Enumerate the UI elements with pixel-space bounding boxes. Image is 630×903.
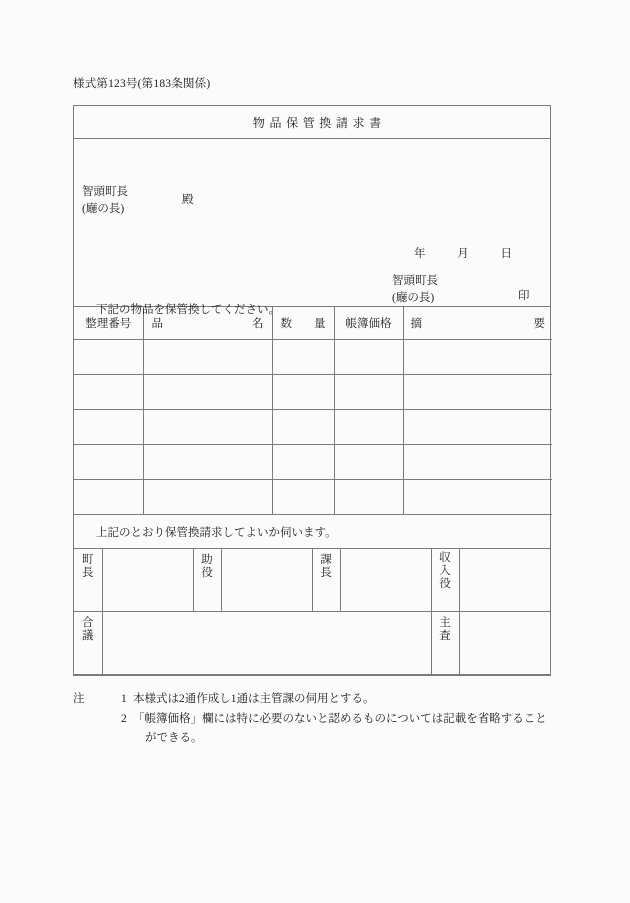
form-title-band [74, 106, 550, 139]
approval-table [74, 549, 550, 676]
cell-seiri-bango[interactable] [74, 374, 143, 409]
approval-label-kacho [312, 549, 340, 612]
cell-suryo[interactable] [272, 479, 334, 514]
table-row [74, 444, 552, 479]
table-row [74, 479, 552, 514]
approval-label-shusa [431, 612, 459, 675]
table-row [74, 339, 552, 374]
note-number: 2 [121, 712, 127, 725]
cell-hinmei[interactable] [143, 374, 272, 409]
date-year-label: 年 [414, 248, 426, 260]
signer-block [392, 273, 438, 307]
page-title: 物品保管換請求書 [252, 115, 386, 130]
date-line [414, 245, 512, 261]
approval-seal-box-gogi[interactable] [102, 612, 431, 675]
confirmation-band [74, 515, 550, 549]
form-frame [73, 105, 551, 676]
note-item [73, 710, 563, 730]
cell-seiri-bango[interactable] [74, 409, 143, 444]
cell-suryo[interactable] [272, 444, 334, 479]
cell-suryo[interactable] [272, 409, 334, 444]
cell-tekiyo[interactable] [403, 374, 552, 409]
label-char: 合 [82, 617, 94, 629]
approval-label-gogi [74, 612, 102, 675]
cell-chobo-kakaku[interactable] [334, 339, 403, 374]
label-char: 議 [82, 630, 94, 642]
label-char: 主 [439, 617, 451, 629]
label-char: 長 [82, 566, 94, 579]
column-header-text: 整理番号 [85, 317, 132, 330]
column-header-text-left: 品 [151, 317, 163, 330]
addressee-band [74, 139, 550, 316]
form-number-label: 様式第123号(第183条関係) [73, 78, 211, 90]
label-char: 入 [439, 564, 451, 577]
cell-hinmei[interactable] [143, 444, 272, 479]
addressee-honorific: 殿 [182, 194, 194, 206]
approval-row-secondary [74, 612, 550, 675]
approval-seal-box-shunyuyaku[interactable] [459, 549, 550, 612]
column-header-chobo-kakaku [334, 307, 403, 339]
cell-tekiyo[interactable] [403, 409, 552, 444]
cell-suryo[interactable] [272, 374, 334, 409]
seal-icon: 印 [518, 290, 530, 302]
label-char: 町 [82, 553, 94, 566]
cell-chobo-kakaku[interactable] [334, 409, 403, 444]
label-char: 助 [201, 553, 213, 566]
signer-line-2: (廰の長) [392, 292, 435, 304]
note-text: 本様式は2通作成し1通は主管課の伺用とする。 [133, 693, 375, 705]
approval-label-shunyuyaku [431, 549, 459, 612]
footer-notes [73, 690, 563, 749]
signer-line-1: 智頭町長 [392, 275, 438, 287]
cell-seiri-bango[interactable] [74, 444, 143, 479]
label-char: 役 [439, 577, 451, 590]
addressee-line-2: (廰の長) [82, 203, 125, 215]
note-text-continuation: ができる。 [145, 732, 203, 744]
cell-chobo-kakaku[interactable] [334, 444, 403, 479]
column-header-tekiyo [403, 307, 552, 339]
cell-suryo[interactable] [272, 339, 334, 374]
approval-seal-box-chocho[interactable] [102, 549, 193, 612]
addressee-line-1: 智頭町長 [82, 186, 128, 198]
column-header-text-right: 要 [533, 317, 545, 330]
cell-tekiyo[interactable] [403, 444, 552, 479]
column-header-text-left: 数 [280, 317, 292, 330]
cell-hinmei[interactable] [143, 339, 272, 374]
cell-seiri-bango[interactable] [74, 339, 143, 374]
note-item [73, 690, 563, 710]
approval-label-joyaku [193, 549, 221, 612]
label-char: 収 [439, 551, 451, 564]
items-table-body [74, 339, 552, 514]
cell-chobo-kakaku[interactable] [334, 374, 403, 409]
instruction-text: 下記の物品を保管換してください。 [96, 304, 280, 316]
approval-label-chocho [74, 549, 102, 612]
cell-chobo-kakaku[interactable] [334, 479, 403, 514]
approval-seal-box-shusa[interactable] [459, 612, 550, 675]
column-header-text-right: 名 [252, 317, 264, 330]
cell-hinmei[interactable] [143, 409, 272, 444]
label-char: 査 [439, 630, 451, 642]
date-month-label: 月 [457, 248, 469, 260]
date-day-label: 日 [500, 248, 512, 260]
column-header-text-left: 摘 [410, 317, 422, 330]
notes-heading: 注 [73, 693, 85, 705]
table-row [74, 374, 552, 409]
label-char: 課 [320, 553, 332, 566]
table-row [74, 409, 552, 444]
confirmation-text: 上記のとおり保管換請求してよいか伺います。 [96, 526, 337, 539]
note-number: 1 [121, 693, 127, 705]
items-table [74, 307, 552, 515]
column-header-text-right: 量 [314, 317, 326, 330]
note-text: 「帳簿価格」欄には特に必要のないと認めるものについては記載を省略すること [133, 712, 547, 725]
column-header-suryo [272, 307, 334, 339]
label-char: 役 [201, 566, 213, 579]
approval-seal-box-joyaku[interactable] [221, 549, 312, 612]
column-header-text: 帳簿価格 [345, 317, 392, 330]
addressee-block [82, 184, 194, 218]
approval-seal-box-kacho[interactable] [340, 549, 431, 612]
cell-tekiyo[interactable] [403, 339, 552, 374]
cell-tekiyo[interactable] [403, 479, 552, 514]
approval-table-body [74, 549, 550, 675]
label-char: 長 [320, 566, 332, 579]
approval-row-primary [74, 549, 550, 612]
cell-hinmei[interactable] [143, 479, 272, 514]
cell-seiri-bango[interactable] [74, 479, 143, 514]
